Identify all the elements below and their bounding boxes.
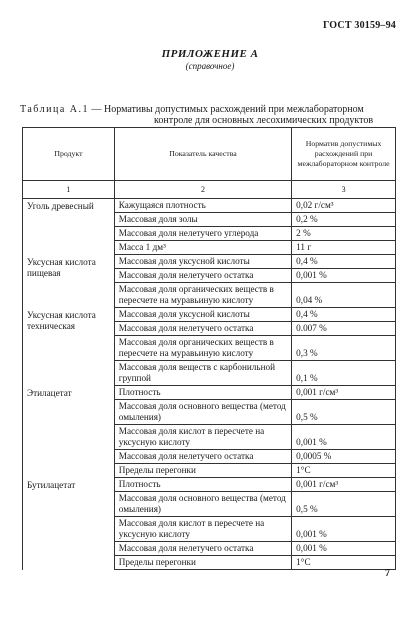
- indicator-cell: Кажущаяся плотность: [114, 199, 291, 213]
- indicator-cell: Пределы перегонки: [114, 464, 291, 478]
- indicator-cell: Массовая доля органических веществ в пересчете на муравьиную кислоту: [114, 336, 291, 361]
- indicator-cell: Массовая доля нелетучего углерода: [114, 227, 291, 241]
- appendix-subtitle: (справочное): [185, 61, 235, 71]
- norm-cell: 0,4 %: [292, 255, 396, 269]
- indicator-cell: Массовая доля нелетучего остатка: [114, 542, 291, 556]
- table-caption-line1: — Нормативы допустимых расхождений при межлабораторном: [91, 104, 364, 115]
- norm-cell: 0,0005 %: [292, 450, 396, 464]
- table-row: [23, 308, 396, 322]
- norm-cell: 0,001 %: [292, 269, 396, 283]
- indicator-cell: Массовая доля веществ с карбонильной группой: [114, 361, 291, 386]
- header-product: Продукт: [23, 128, 115, 181]
- indicator-cell: Массовая доля основного вещества (метод омыления): [114, 400, 291, 425]
- table-body: [23, 199, 396, 570]
- table-row: [23, 478, 396, 492]
- norm-cell: 0,04 %: [292, 283, 396, 308]
- norm-cell: 0,5 %: [292, 492, 396, 517]
- product-cell: Уголь древесный: [23, 199, 115, 255]
- product-cell: Уксусная кислота техническая: [23, 308, 115, 386]
- indicator-cell: Массовая доля уксусной кислоты: [114, 255, 291, 269]
- product-cell: Этилацетат: [23, 386, 115, 478]
- indicator-cell: Массовая доля уксусной кислоты: [114, 308, 291, 322]
- indicator-cell: Массовая доля органических веществ в пересчете на муравьиную кислоту: [114, 283, 291, 308]
- table-row: [23, 255, 396, 269]
- norm-cell: 1°С: [292, 464, 396, 478]
- indicator-cell: Массовая доля золы: [114, 213, 291, 227]
- product-cell: Бутилацетат: [23, 478, 115, 570]
- header-norm: Норматив допустимых расхождений при межлабораторном контроле: [292, 128, 396, 181]
- indicator-cell: Масса 1 дм³: [114, 241, 291, 255]
- table-row: [23, 386, 396, 400]
- norm-cell: 0,001 %: [292, 425, 396, 450]
- norm-cell: 2 %: [292, 227, 396, 241]
- norms-table: [22, 127, 396, 570]
- indicator-cell: Массовая доля кислот в пересчете на уксусную кислоту: [114, 425, 291, 450]
- col-number-1: 1: [23, 181, 115, 199]
- norm-cell: 0,1 %: [292, 361, 396, 386]
- indicator-cell: Массовая доля основного вещества (метод омыления): [114, 492, 291, 517]
- table-caption: [20, 104, 400, 126]
- header-indicator: Показатель качества: [114, 128, 291, 181]
- table-row: [23, 199, 396, 213]
- norm-cell: 0,4 %: [292, 308, 396, 322]
- norm-cell: 0,001 %: [292, 517, 396, 542]
- indicator-cell: Массовая доля нелетучего остатка: [114, 450, 291, 464]
- norm-cell: 1°С: [292, 556, 396, 570]
- indicator-cell: Плотность: [114, 478, 291, 492]
- product-cell: Уксусная кислота пищевая: [23, 255, 115, 308]
- norm-cell: 0.007 %: [292, 322, 396, 336]
- norm-cell: 0,001 г/см³: [292, 478, 396, 492]
- norm-cell: 0,2 %: [292, 213, 396, 227]
- indicator-cell: Массовая доля кислот в пересчете на уксусную кислоту: [114, 517, 291, 542]
- page-number: 7: [385, 568, 390, 579]
- table-caption-line2: контроле для основных лесохимических продуктов: [154, 115, 374, 126]
- norm-cell: 0,02 г/см³: [292, 199, 396, 213]
- indicator-cell: Массовая доля нелетучего остатка: [114, 322, 291, 336]
- col-number-2: 2: [114, 181, 291, 199]
- norm-cell: 0,001 г/см³: [292, 386, 396, 400]
- col-number-3: 3: [292, 181, 396, 199]
- appendix-title: ПРИЛОЖЕНИЕ А: [161, 48, 259, 60]
- indicator-cell: Плотность: [114, 386, 291, 400]
- norm-cell: 11 г: [292, 241, 396, 255]
- standard-number: ГОСТ 30159–94: [322, 20, 396, 31]
- table-caption-label: Таблица А.1: [20, 104, 89, 115]
- norm-cell: 0,3 %: [292, 336, 396, 361]
- indicator-cell: Пределы перегонки: [114, 556, 291, 570]
- norm-cell: 0,001 %: [292, 542, 396, 556]
- indicator-cell: Массовая доля нелетучего остатка: [114, 269, 291, 283]
- norm-cell: 0,5 %: [292, 400, 396, 425]
